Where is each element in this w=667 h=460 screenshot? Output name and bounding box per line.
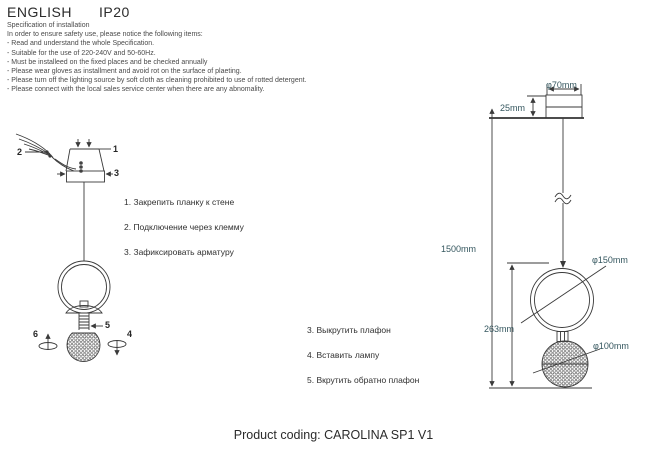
spec-intro: In order to ensure safety use, please notice the following items: <box>7 31 203 39</box>
specification-block <box>7 21 367 95</box>
spec-item: - Must be installeed on the fixed places and be checked annually <box>7 58 208 66</box>
screw-in-rotation-icon <box>108 340 126 355</box>
spec-item: - Please connect with the local sales service center when there are any abnomality. <box>7 86 265 94</box>
dimension-diagram <box>430 78 667 400</box>
ip-rating-label: IP20 <box>99 4 130 20</box>
lamp-step: 5. Вкрутить обратно плафон <box>307 375 420 385</box>
callout-wires: 2 <box>17 147 23 157</box>
canopy-height-dim <box>527 96 546 116</box>
product-coding: Product coding: CAROLINA SP1 V1 <box>233 428 434 442</box>
dim-canopy-height: 25mm <box>500 103 526 113</box>
install-step: 3. Зафиксировать арматуру <box>124 247 234 257</box>
dim-fixture-height: 263mm <box>484 324 515 334</box>
install-step: 2. Подключение через клемму <box>124 222 244 232</box>
spec-item: - Please wear gloves as installment and avoid rot on the surface of plaeting. <box>7 68 242 76</box>
dim-ring-diameter: φ150mm <box>592 255 628 265</box>
canopy <box>57 171 113 182</box>
dim-ball-diameter: φ100mm <box>593 341 629 351</box>
installation-diagram <box>0 125 150 390</box>
crystal-ball-shade <box>67 333 100 362</box>
canopy-drawing <box>546 95 582 118</box>
spec-item: - Read and understand the whole Specification. <box>7 40 155 48</box>
crystal-ball-drawing <box>542 341 588 387</box>
language-label: ENGLISH <box>7 4 72 20</box>
lamp-step: 3. Выкрутить плафон <box>307 325 391 335</box>
callout-shade-socket: 5 <box>105 320 111 330</box>
lamp-step: 4. Вставить лампу <box>307 350 380 360</box>
callout-unscrew: 6 <box>33 329 39 339</box>
callout-canopy: 3 <box>114 168 120 178</box>
spec-item: - Suitable for the use of 220-240V and 50-60Hz. <box>7 49 156 57</box>
callout-bracket: 1 <box>113 144 119 154</box>
dim-canopy-diameter: φ70mm <box>546 80 577 90</box>
ring-drawing <box>531 269 594 332</box>
unscrew-rotation-icon <box>39 334 57 350</box>
cord-drawing <box>555 118 571 268</box>
install-step: 1. Закрепить планку к стене <box>124 197 235 207</box>
mounting-bracket <box>52 139 111 173</box>
spec-title: Specification of installation <box>7 22 90 29</box>
ball-connector <box>557 332 568 342</box>
callout-screw-in: 4 <box>127 329 133 339</box>
dim-overall-height: 1500mm <box>441 244 477 254</box>
spec-item: - Please turn off the lighting source by soft cloth as cleaning prohibited to use of rotted detergent. <box>7 77 307 85</box>
